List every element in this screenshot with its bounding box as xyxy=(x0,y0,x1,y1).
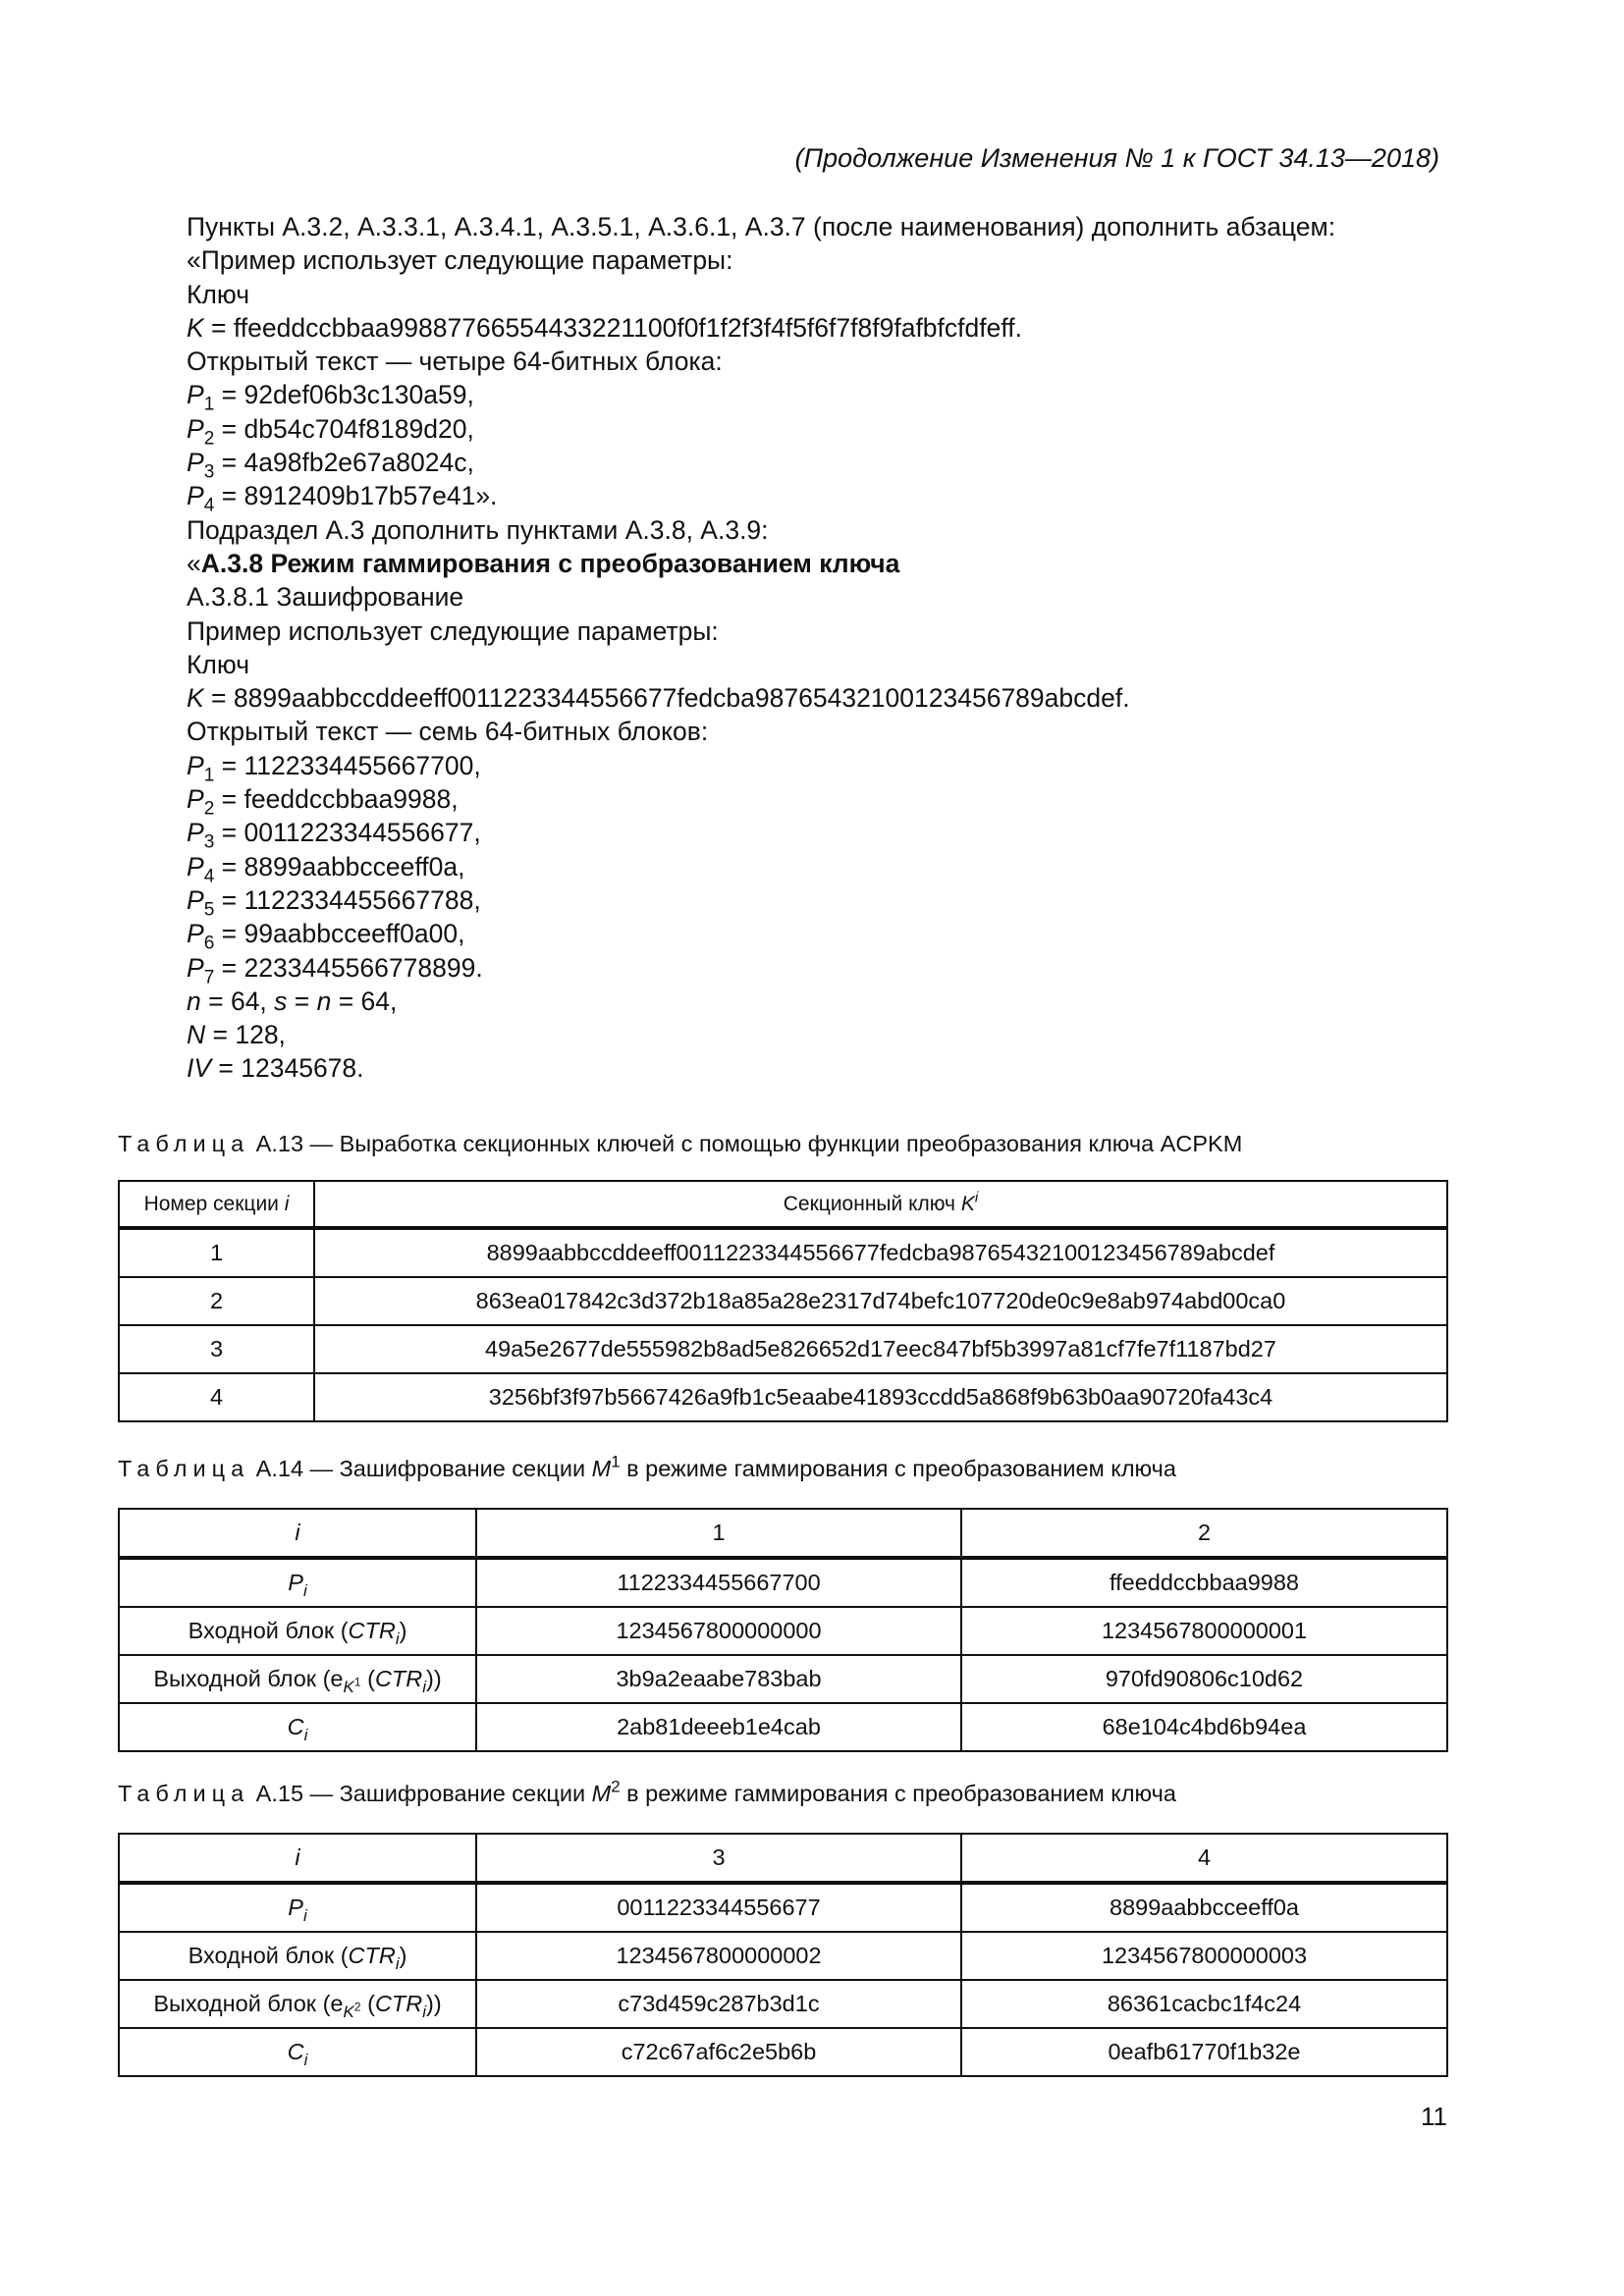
table-cell: 3b9a2eaabe783bab xyxy=(476,1655,961,1703)
running-header: (Продолжение Изменения № 1 к ГОСТ 34.13—2018) xyxy=(794,143,1439,173)
table-cell: ffeeddccbbaa9988 xyxy=(961,1558,1447,1607)
table-cell: 1234567800000001 xyxy=(961,1607,1447,1655)
table-cell: 3 xyxy=(119,1325,314,1373)
table-a14-caption: Таблица А.14 — Зашифрование секции $M^1$ в режиме гаммирования с преобразованием ключа xyxy=(118,1452,1176,1481)
iv-line: IV = 12345678. xyxy=(187,1053,364,1084)
row-label: Входной блок $(CTR_i)$ xyxy=(119,1932,476,1980)
table-header-row xyxy=(119,1834,1447,1883)
params-line: n = 64, s = n = 64, xyxy=(187,986,398,1016)
block-line: $P_7 = 2233445566778899$. xyxy=(187,952,483,988)
block-line: $P_1 = 92def06b3c130a59$, xyxy=(187,380,474,416)
params-line: N = 128, xyxy=(187,1020,286,1050)
table-cell: 1234567800000002 xyxy=(476,1932,961,1980)
table-cell: c72c67af6c2e5b6b xyxy=(476,2028,961,2076)
example-line: «Пример использует следующие параметры: xyxy=(187,245,733,276)
table-a14 xyxy=(118,1508,1448,1752)
block-line: $P_3 = 4a98fb2e67a8024c$, xyxy=(187,448,474,483)
column-header: Секционный ключ $K^i$ xyxy=(314,1181,1447,1228)
row-label: Входной блок $(CTR_i)$ xyxy=(119,1607,476,1655)
table-row xyxy=(119,2028,1447,2076)
column-header: i xyxy=(119,1509,476,1558)
table-cell: 8899aabbccddeeff0011223344556677fedcba98765432100123456789abcdef xyxy=(314,1228,1447,1277)
page-number: 11 xyxy=(1421,2102,1447,2131)
column-header: Номер секции i xyxy=(119,1181,314,1228)
row-label: $C_i$ xyxy=(119,1703,476,1751)
key-label: Ключ xyxy=(187,649,249,679)
table-a15 xyxy=(118,1833,1448,2077)
table-cell: 2 xyxy=(119,1277,314,1325)
table-cell: 0eafb61770f1b32e xyxy=(961,2028,1447,2076)
amendment-line: Пункты А.3.2, А.3.3.1, А.3.4.1, А.3.5.1, А.3.6.1, А.3.7 (после наименования) дополнить абзацем: xyxy=(187,212,1336,241)
table-cell: 8899aabbcceeff0a xyxy=(961,1883,1447,1932)
table-header-row xyxy=(119,1509,1447,1558)
key-line: K = ffeeddccbbaa99887766554433221100f0f1f2f3f4f5f6f7f8f9fafbfcfdfeff. xyxy=(187,312,1022,343)
example-line: Пример использует следующие параметры: xyxy=(187,615,719,646)
column-header: i xyxy=(119,1834,476,1883)
table-cell: 1122334455667700 xyxy=(476,1558,961,1607)
table-row xyxy=(119,1703,1447,1751)
column-header: 3 xyxy=(476,1834,961,1883)
key-line: K = 8899aabbccddeeff0011223344556677fedcba98765432100123456789abcdef. xyxy=(187,683,1130,714)
table-cell: 970fd90806c10d62 xyxy=(961,1655,1447,1703)
row-label: Выходной блок ($e_{K^1}$ $(CTR_i)$) xyxy=(119,1655,476,1703)
block-line: $P_2$ = feeddccbbaa9988, xyxy=(187,784,459,820)
section-heading: «А.3.8 Режим гаммирования с преобразованием ключа xyxy=(187,548,900,578)
table-cell: 2ab81deeeb1e4cab xyxy=(476,1703,961,1751)
table-cell: 1 xyxy=(119,1228,314,1277)
table-a15-caption: Таблица А.15 — Зашифрование секции $M^2$ в режиме гаммирования с преобразованием ключа xyxy=(118,1777,1176,1806)
table-cell: 4 xyxy=(119,1373,314,1421)
block-line: $P_5 = 1122334455667788$, xyxy=(187,884,481,921)
table-a13-caption: Таблица А.13 — Выработка секционных ключей с помощью функции преобразования ключа ACPKM xyxy=(118,1131,1243,1156)
block-line: $P_4 = 8912409b17b57e41$». xyxy=(187,481,498,517)
column-header: 1 xyxy=(476,1509,961,1558)
table-row xyxy=(119,1228,1447,1277)
table-row xyxy=(119,1325,1447,1373)
row-label: Выходной блок ($e_{K^2}$ $(CTR_i)$) xyxy=(119,1980,476,2028)
table-cell: 0011223344556677 xyxy=(476,1883,961,1932)
table-header-row xyxy=(119,1181,1447,1228)
block-line: $P_6$ = 99aabbcceeff0a00, xyxy=(187,919,465,954)
table-cell: 3256bf3f97b5667426a9fb1c5eaabe41893ccdd5a868f9b63b0aa90720fa43c4 xyxy=(314,1373,1447,1421)
table-cell: c73d459c287b3d1c xyxy=(476,1980,961,2028)
table-a13 xyxy=(118,1180,1448,1422)
block-line: $P_4$ = 8899aabbcceeff0a, xyxy=(187,851,465,887)
row-label: $P_i$ xyxy=(119,1558,476,1607)
column-header: 2 xyxy=(961,1509,1447,1558)
table-cell: 863ea017842c3d372b18a85a28e2317d74befc107720de0c9e8ab974abd00ca0 xyxy=(314,1277,1447,1325)
table-row xyxy=(119,1277,1447,1325)
block-line: $P_2 = db54c704f8189d20$, xyxy=(187,413,474,450)
key-label: Ключ xyxy=(187,279,249,309)
table-cell: 86361cacbc1f4c24 xyxy=(961,1980,1447,2028)
table-row xyxy=(119,1655,1447,1703)
table-cell: 68e104c4bd6b94ea xyxy=(961,1703,1447,1751)
plaintext-label: Открытый текст — семь 64-битных блоков: xyxy=(187,717,709,747)
body-text xyxy=(187,210,1443,1086)
row-label: $C_i$ xyxy=(119,2028,476,2076)
block-line: $P_1 = 1122334455667700$, xyxy=(187,750,481,786)
subsection-line: Подраздел А.3 дополнить пунктами А.3.8, А.3.9: xyxy=(187,514,769,545)
table-cell: 49a5e2677de555982b8ad5e826652d17eec847bf5b3997a81cf7fe7f1187bd27 xyxy=(314,1325,1447,1373)
column-header: 4 xyxy=(961,1834,1447,1883)
table-row xyxy=(119,1883,1447,1932)
plaintext-label: Открытый текст — четыре 64-битных блока: xyxy=(187,347,723,377)
table-cell: 1234567800000000 xyxy=(476,1607,961,1655)
table-row xyxy=(119,1980,1447,2028)
table-row xyxy=(119,1932,1447,1980)
sub-heading: А.3.8.1 Зашифрование xyxy=(187,582,464,613)
table-row xyxy=(119,1373,1447,1421)
table-cell: 1234567800000003 xyxy=(961,1932,1447,1980)
row-label: $P_i$ xyxy=(119,1883,476,1932)
block-line: $P_3 = 0011223344556677$, xyxy=(187,818,481,854)
table-row xyxy=(119,1607,1447,1655)
table-row xyxy=(119,1558,1447,1607)
